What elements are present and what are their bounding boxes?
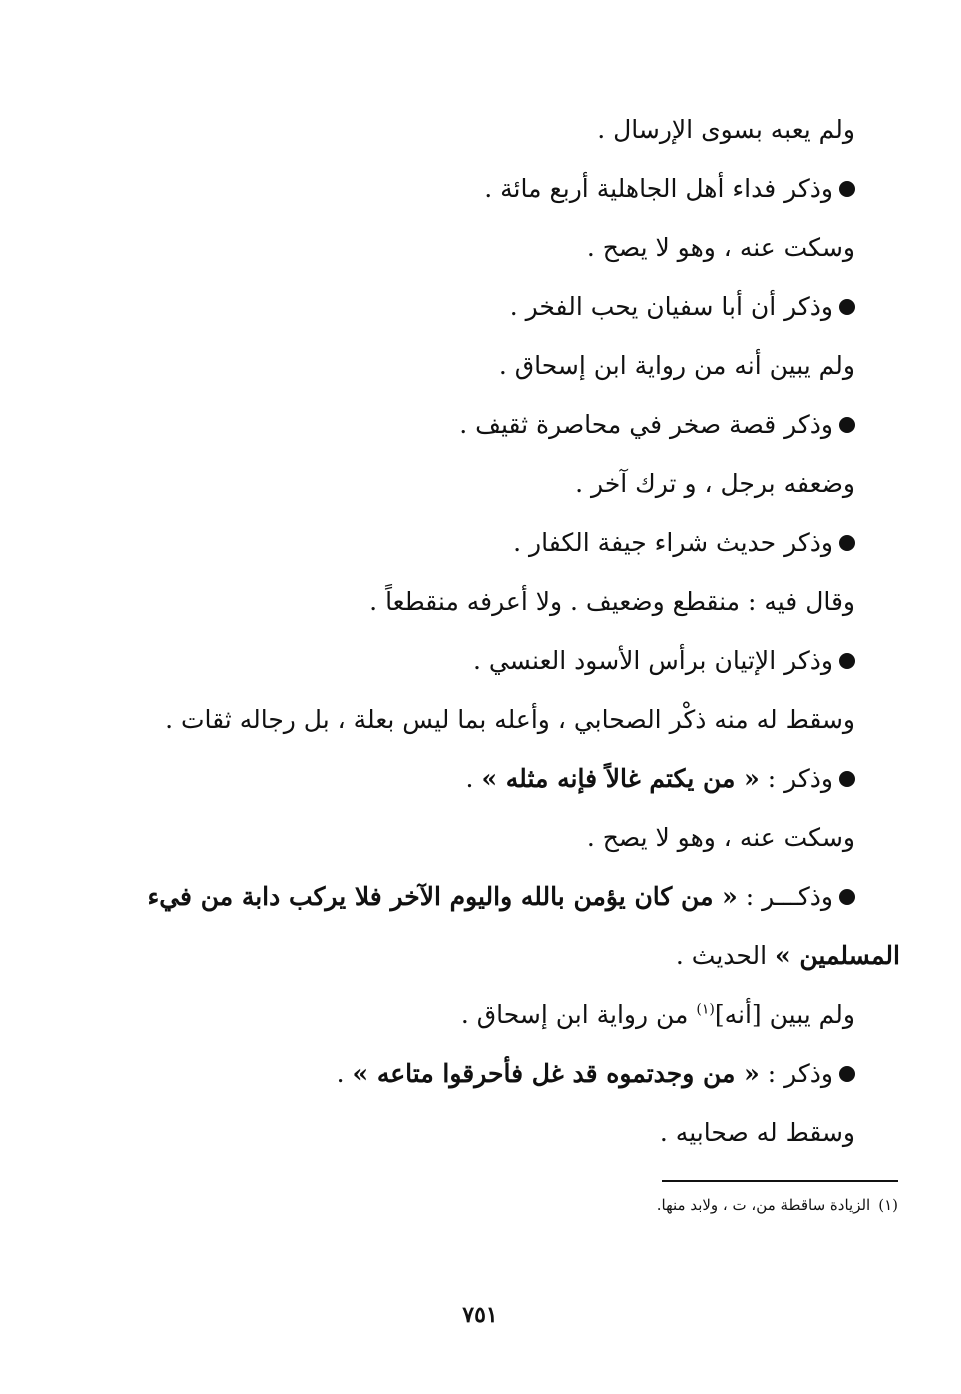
- line-text: من رواية ابن إسحاق .: [460, 1000, 697, 1029]
- main-text: [60, 100, 900, 1162]
- line-text: وضعفه برجل ، و ترك آخر .: [575, 469, 855, 498]
- bullet-icon: [839, 181, 855, 197]
- line-text: ولم يبين أنه من رواية ابن إسحاق .: [498, 351, 855, 380]
- bullet-icon: [839, 771, 855, 787]
- bullet-icon: [839, 653, 855, 669]
- bullet-line: [60, 1044, 855, 1103]
- text-line: [60, 336, 855, 395]
- hadith-quote: « من يكتم غالاً فإنه مثله »: [481, 764, 760, 793]
- continuation-line: [60, 926, 900, 985]
- bullet-line: [15, 867, 855, 926]
- line-text: وقال فيه : منقطع وضعيف . ولا أعرفه منقطعاً .: [369, 587, 855, 616]
- line-text: وذكر أن أبا سفيان يحب الفخر .: [509, 292, 833, 321]
- bullet-line: [60, 513, 855, 572]
- bullet-line: [60, 277, 855, 336]
- line-text: وذكر حديث شراء جيفة الكفار .: [513, 528, 833, 557]
- bullet-icon: [839, 889, 855, 905]
- text-line: [60, 100, 855, 159]
- text-line: [60, 985, 855, 1044]
- bullet-line: [60, 395, 855, 454]
- bullet-icon: [839, 299, 855, 315]
- line-text: ولم يعبه بسوى الإرسال .: [597, 115, 855, 144]
- footnote-number: (١): [878, 1196, 898, 1214]
- text-line: [60, 1103, 855, 1162]
- bullet-icon: [839, 535, 855, 551]
- line-lead: وذكـــر :: [737, 882, 833, 911]
- text-line: [60, 808, 855, 867]
- hadith-quote-continued: المسلمين »: [775, 941, 900, 970]
- line-text: وذكر الإتيان برأس الأسود العنسي .: [473, 646, 833, 675]
- text-line: [60, 690, 855, 749]
- line-text: وسكت عنه ، وهو لا يصح .: [586, 233, 855, 262]
- line-text: ولم يبين [أنه]: [714, 1000, 855, 1029]
- line-text: وسقط له صحابيه .: [659, 1118, 855, 1147]
- footnote: [400, 1192, 898, 1218]
- line-tail: الحديث .: [675, 941, 776, 970]
- page-number: ٧٥١: [462, 1302, 498, 1328]
- line-tail: .: [465, 764, 482, 793]
- hadith-quote: « من وجدتموه قد غل فأحرقوا متاعه »: [352, 1059, 760, 1088]
- bullet-line: [60, 749, 855, 808]
- bullet-icon: [839, 417, 855, 433]
- line-text: وذكر قصة صخر في محاصرة ثقيف .: [459, 410, 833, 439]
- text-line: [60, 218, 855, 277]
- bullet-line: [60, 159, 855, 218]
- line-tail: .: [336, 1059, 353, 1088]
- footnote-divider: [662, 1180, 898, 1182]
- line-lead: وذكر :: [759, 1059, 833, 1088]
- bullet-icon: [839, 1066, 855, 1082]
- text-line: [60, 454, 855, 513]
- hadith-quote: « من كان يؤمن بالله واليوم الآخر فلا يركب دابة من فيء: [147, 882, 738, 911]
- line-lead: وذكر :: [759, 764, 833, 793]
- line-text: وذكر فداء أهل الجاهلية أربع مائة .: [484, 174, 833, 203]
- line-text: وسكت عنه ، وهو لا يصح .: [586, 823, 855, 852]
- footnote-text: الزيادة ساقطة من، ت ، ولابد منها.: [656, 1196, 871, 1214]
- bullet-line: [60, 631, 855, 690]
- footnote-reference: (١): [696, 1001, 715, 1018]
- text-line: [60, 572, 855, 631]
- line-text: وسقط له منه ذكْر الصحابي ، وأعله بما ليس بعلة ، بل رجاله ثقات .: [165, 705, 855, 734]
